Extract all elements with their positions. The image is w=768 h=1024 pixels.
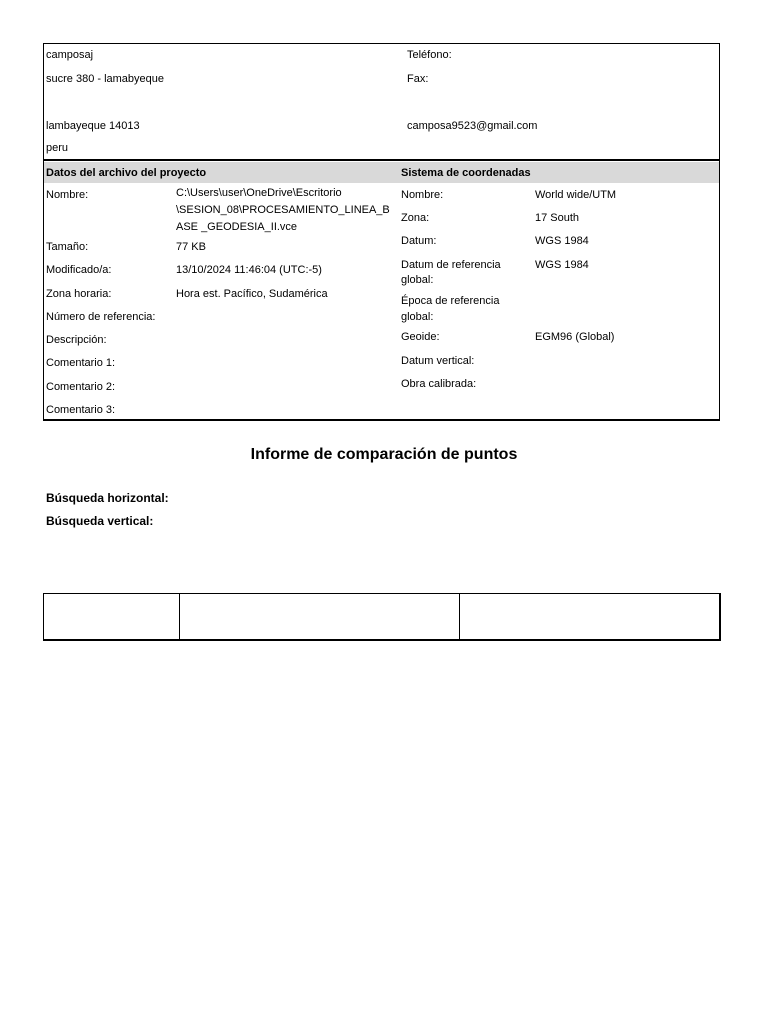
contact-country: peru xyxy=(46,142,69,154)
fax-label: Fax: xyxy=(407,73,429,85)
project-comment2-label: Comentario 2: xyxy=(46,381,116,393)
project-refnum-label: Número de referencia: xyxy=(46,311,156,323)
coords-vertical-datum-label: Datum vertical: xyxy=(401,355,475,367)
contact-email: camposa9523@gmail.com xyxy=(407,120,538,132)
project-size-label: Tamaño: xyxy=(46,241,89,253)
comparison-table xyxy=(43,593,721,641)
coords-datum-ref-label-2: global: xyxy=(401,274,434,286)
coords-epoca-label-1: Época de referencia xyxy=(401,295,500,307)
table-cell xyxy=(44,594,180,639)
coords-datum-value: WGS 1984 xyxy=(535,235,589,247)
coords-zona-label: Zona: xyxy=(401,212,430,224)
project-size-value: 77 KB xyxy=(176,241,206,253)
project-path-line-3: ASE _GEODESIA_II.vce xyxy=(176,221,298,233)
project-comment3-label: Comentario 3: xyxy=(46,404,116,416)
report-title: Informe de comparación de puntos xyxy=(250,446,518,463)
coords-nombre-label: Nombre: xyxy=(401,189,444,201)
phone-label: Teléfono: xyxy=(407,49,452,61)
project-description-label: Descripción: xyxy=(46,334,107,346)
project-path-line-2: \SESION_08\PROCESAMIENTO_LINEA_B xyxy=(176,204,390,216)
contact-city: lambayeque 14013 xyxy=(46,120,140,132)
project-comment1-label: Comentario 1: xyxy=(46,357,116,369)
coords-calibrated-label: Obra calibrada: xyxy=(401,378,477,390)
project-path-line-1: C:\Users\user\OneDrive\Escritorio xyxy=(176,187,342,199)
coords-geoide-label: Geoide: xyxy=(401,331,440,343)
coords-heading: Sistema de coordenadas xyxy=(401,167,531,179)
coords-nombre-value: World wide/UTM xyxy=(535,189,617,201)
section-divider xyxy=(43,159,720,161)
coords-datum-ref-label-1: Datum de referencia xyxy=(401,259,501,271)
coords-zona-value: 17 South xyxy=(535,212,580,224)
coords-geoide-value: EGM96 (Global) xyxy=(535,331,615,343)
project-nombre-label: Nombre: xyxy=(46,189,89,201)
project-modified-label: Modificado/a: xyxy=(46,264,112,276)
project-timezone-value: Hora est. Pacífico, Sudamérica xyxy=(176,288,328,300)
contact-name: camposaj xyxy=(46,49,94,61)
coords-datum-label: Datum: xyxy=(401,235,437,247)
coords-datum-ref-value: WGS 1984 xyxy=(535,259,589,271)
table-cell xyxy=(180,594,460,639)
horizontal-search-label: Búsqueda horizontal: xyxy=(46,491,169,505)
project-timezone-label: Zona horaria: xyxy=(46,288,112,300)
header-info-box xyxy=(43,43,720,421)
table-cell xyxy=(460,594,719,639)
coords-epoca-label-2: global: xyxy=(401,311,434,323)
project-heading: Datos del archivo del proyecto xyxy=(46,167,207,179)
contact-address: sucre 380 - lamabyeque xyxy=(46,73,165,85)
vertical-search-label: Búsqueda vertical: xyxy=(46,514,154,528)
project-modified-value: 13/10/2024 11:46:04 (UTC:-5) xyxy=(176,264,322,276)
